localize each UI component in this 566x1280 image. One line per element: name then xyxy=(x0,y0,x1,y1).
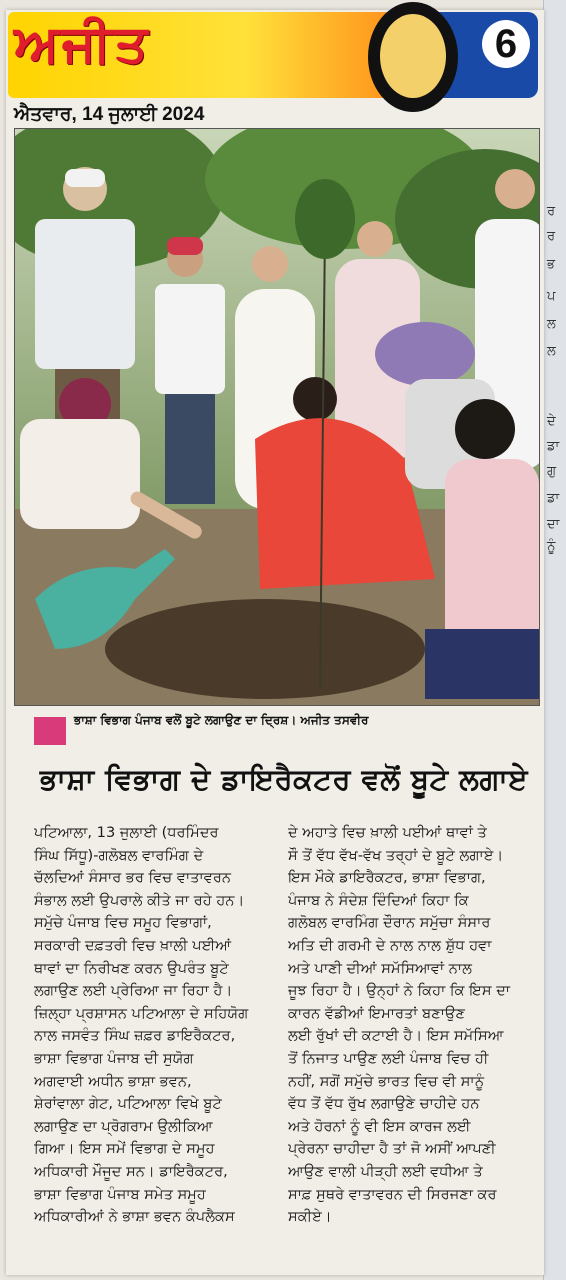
adjacent-text-fragment: ਨੂੰ xyxy=(547,539,556,554)
article-text-line: ਥਾਵਾਂ ਦਾ ਨਿਰੀਖਣ ਕਰਨ ਉਪਰੰਤ ਬੂਟੇ xyxy=(34,959,229,977)
article-text-line: ਨਾਲ ਜਸਵੰਤ ਸਿੰਘ ਜ਼ਫ਼ਰ ਡਾਇਰੈਕਟਰ, xyxy=(34,1027,236,1045)
article-column-left xyxy=(34,822,274,1229)
masthead-ring-inner xyxy=(380,14,446,98)
adjacent-text-fragment: ਗੁ xyxy=(547,464,557,479)
article-text-line: ਸ਼ੇਰਾਂਵਾਲਾ ਗੇਟ, ਪਟਿਆਲਾ ਵਿਖੇ ਬੂਟੇ xyxy=(34,1095,222,1113)
masthead xyxy=(8,12,538,98)
page-number: 6 xyxy=(482,20,530,68)
article-text-line: ਜ਼ਿਲ੍ਹਾ ਪ੍ਰਸ਼ਾਸਨ ਪਟਿਆਲਾ ਦੇ ਸਹਿਯੋਗ xyxy=(34,1004,249,1022)
photo-caption-text: ਭਾਸ਼ਾ ਵਿਭਾਗ ਪੰਜਾਬ ਵਲੋਂ ਬੂਟੇ ਲਗਾਉਣ ਦਾ ਦ੍ਰਿਸ਼। ਅਜੀਤ ਤਸਵੀਰ xyxy=(74,713,369,727)
article-text-line: ਦੇ ਅਹਾਤੇ ਵਿਚ ਖ਼ਾਲੀ ਪਈਆਂ ਥਾਵਾਂ ਤੇ xyxy=(288,824,487,841)
article-text-line: ਪਟਿਆਲਾ, 13 ਜੁਲਾਈ (ਧਰਮਿੰਦਰ xyxy=(34,824,219,841)
article-text-line: ਚੱਲਦਿਆਂ ਸੰਸਾਰ ਭਰ ਵਿਚ ਵਾਤਾਵਰਨ xyxy=(34,869,231,887)
article-text-line: ਆਉਣ ਵਾਲੀ ਪੀੜ੍ਹੀ ਲਈ ਵਧੀਆ ਤੇ xyxy=(288,1162,483,1180)
photo-caption xyxy=(34,713,538,728)
article-text-line: ਲਗਾਉਣ ਦਾ ਪ੍ਰੋਗਰਾਮ ਉਲੀਕਿਆ xyxy=(34,1117,213,1135)
article-text-line: ਕਾਰਨ ਵੱਡੀਆਂ ਇਮਾਰਤਾਂ ਬਣਾਉਣ xyxy=(288,1004,465,1022)
issue-date: ਐਤਵਾਰ, 14 ਜੁਲਾਈ 2024 xyxy=(14,104,205,125)
article-text-line: ਸੌ ਤੋਂ ਵੱਧ ਵੱਖ-ਵੱਖ ਤਰ੍ਹਾਂ ਦੇ ਬੂਟੇ ਲਗਾਏ। xyxy=(288,846,504,864)
article-text-line: ਅਤੇ ਹੋਰਨਾਂ ਨੂੰ ਵੀ ਇਸ ਕਾਰਜ ਲਈ xyxy=(288,1117,471,1135)
article-text-line: ਪ੍ਰੇਰਨਾ ਚਾਹੀਦਾ ਹੈ ਤਾਂ ਜੋ ਅਸੀਂ ਆਪਣੀ xyxy=(288,1140,496,1158)
article-text-line: ਅਧਿਕਾਰੀਆਂ ਨੇ ਭਾਸ਼ਾ ਭਵਨ ਕੰਪਲੈਕਸ xyxy=(34,1208,235,1226)
adjacent-page-strip xyxy=(543,0,566,1280)
article-text-line: ਜੂਝ ਰਿਹਾ ਹੈ। ਉਨ੍ਹਾਂ ਨੇ ਕਿਹਾ ਕਿ ਇਸ ਦਾ xyxy=(288,982,511,1000)
article-text-line: ਲਗਾਉਣ ਲਈ ਪ੍ਰੇਰਿਆ ਜਾ ਰਿਹਾ ਹੈ। xyxy=(34,982,233,1000)
article-text-line: ਲਈ ਰੁੱਖਾਂ ਦੀ ਕਟਾਈ ਹੈ। ਇਸ ਸਮੱਸਿਆ xyxy=(288,1027,504,1045)
adjacent-text-fragment: ਪ xyxy=(547,289,556,304)
article-text-line: ਭਾਸ਼ਾ ਵਿਭਾਗ ਪੰਜਾਬ ਸਮੇਤ ਸਮੂਹ xyxy=(34,1185,206,1203)
article-text-line: ਨਹੀਂ, ਸਗੋਂ ਸਮੁੱਚੇ ਭਾਰਤ ਵਿਚ ਵੀ ਸਾਨੂੰ xyxy=(288,1072,485,1090)
newspaper-logo: ਅਜੀਤ xyxy=(14,14,151,74)
article-text-line: ਸਮੁੱਚੇ ਪੰਜਾਬ ਵਿਚ ਸਮੂਹ ਵਿਭਾਗਾਂ, xyxy=(34,914,212,932)
photo-illustration xyxy=(15,129,539,705)
article-text-line: ਸੰਭਾਲ ਲਈ ਉਪਰਾਲੇ ਕੀਤੇ ਜਾ ਰਹੇ ਹਨ। xyxy=(34,891,245,909)
article-text-line: ਇਸ ਮੌਕੇ ਡਾਇਰੈਕਟਰ, ਭਾਸ਼ਾ ਵਿਭਾਗ, xyxy=(288,869,486,887)
adjacent-text-fragment: ਦਾ xyxy=(547,517,560,532)
article-headline: ਭਾਸ਼ਾ ਵਿਭਾਗ ਦੇ ਡਾਇਰੈਕਟਰ ਵਲੋਂ ਬੂਟੇ ਲਗਾਏ xyxy=(39,762,529,796)
adjacent-text-fragment: ਲ xyxy=(547,317,556,332)
article-text-line: ਸਕੀਏ। xyxy=(288,1208,332,1226)
article-text-line: ਅਧਿਕਾਰੀ ਮੌਜੂਦ ਸਨ। ਡਾਇਰੈਕਟਰ, xyxy=(34,1162,228,1180)
news-photo xyxy=(14,128,540,706)
article-text-line: ਅਗਵਾਈ ਅਧੀਨ ਭਾਸ਼ਾ ਭਵਨ, xyxy=(34,1072,192,1090)
adjacent-text-fragment: ਡਾ xyxy=(547,491,560,506)
adjacent-text-fragment: ਭ xyxy=(547,257,555,272)
adjacent-text-fragment: ਦੇ xyxy=(547,414,556,429)
adjacent-text-fragment: ਡਾ xyxy=(547,439,560,454)
adjacent-text-fragment: ਰ xyxy=(547,229,556,244)
article-text-line: ਸਿੰਘ ਸਿੱਧੂ)-ਗਲੋਬਲ ਵਾਰਮਿੰਗ ਦੇ xyxy=(34,846,204,864)
article-text-line: ਭਾਸ਼ਾ ਵਿਭਾਗ ਪੰਜਾਬ ਦੀ ਸੁਯੋਗ xyxy=(34,1049,194,1067)
article-text-line: ਅਤੇ ਪਾਣੀ ਦੀਆਂ ਸਮੱਸਿਆਵਾਂ ਨਾਲ xyxy=(288,959,472,977)
article-text-line: ਸਰਕਾਰੀ ਦਫ਼ਤਰੀ ਵਿਚ ਖ਼ਾਲੀ ਪਈਆਂ xyxy=(34,936,232,954)
adjacent-text-fragment: ਰ xyxy=(547,204,556,219)
article-column-right xyxy=(288,822,538,1229)
adjacent-text-fragment: ਲ xyxy=(547,344,556,359)
article-text-line: ਗਲੋਬਲ ਵਾਰਮਿੰਗ ਦੌਰਾਨ ਸਮੁੱਚਾ ਸੰਸਾਰ xyxy=(288,914,491,932)
article-text-line: ਪੰਜਾਬ ਨੇ ਸੰਦੇਸ਼ ਦਿੰਦਿਆਂ ਕਿਹਾ ਕਿ xyxy=(288,891,469,909)
article-text-line: ਸਾਫ਼ ਸੁਥਰੇ ਵਾਤਾਵਰਨ ਦੀ ਸਿਰਜਣਾ ਕਰ xyxy=(288,1185,497,1203)
article-text-line: ਵੱਧ ਤੋਂ ਵੱਧ ਰੁੱਖ ਲਗਾਉਣੇ ਚਾਹੀਦੇ ਹਨ xyxy=(288,1095,480,1113)
article-text-line: ਤੋਂ ਨਿਜਾਤ ਪਾਉਣ ਲਈ ਪੰਜਾਬ ਵਿਚ ਹੀ xyxy=(288,1049,489,1067)
article-text-line: ਗਿਆ। ਇਸ ਸਮੇਂ ਵਿਭਾਗ ਦੇ ਸਮੂਹ xyxy=(34,1140,215,1158)
article-text-line: ਅਤਿ ਦੀ ਗਰਮੀ ਦੇ ਨਾਲ ਨਾਲ ਸ਼ੁੱਧ ਹਵਾ xyxy=(288,936,492,954)
